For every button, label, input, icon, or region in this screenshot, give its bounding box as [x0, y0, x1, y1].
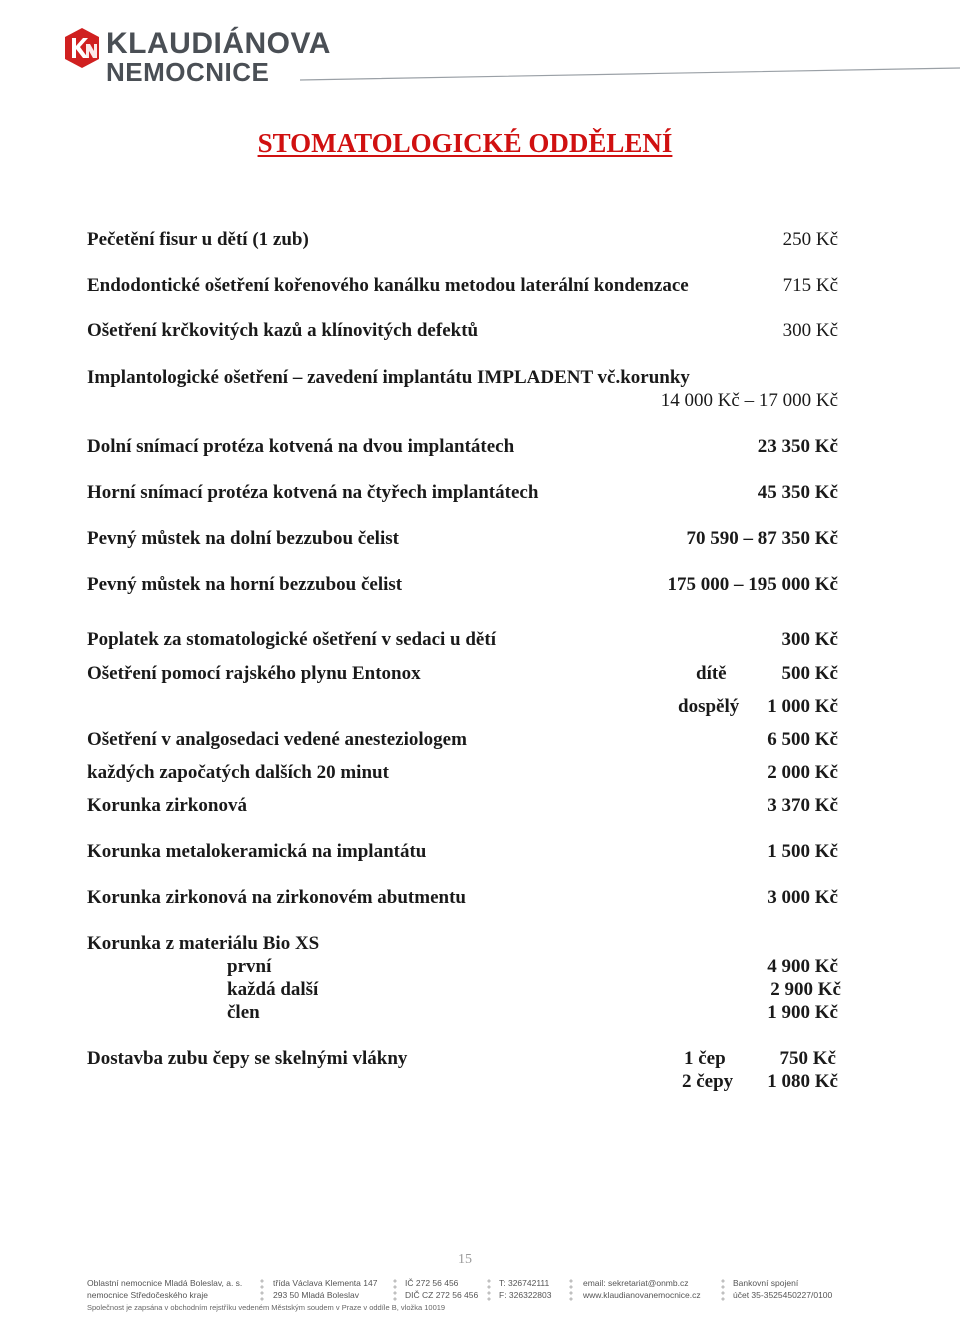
service-price: 300 Kč: [781, 629, 838, 650]
service-price: 715 Kč: [782, 275, 838, 296]
logo-text-line1: KLAUDIÁNOVA: [106, 27, 331, 60]
service-label: Korunka zirkonová: [87, 795, 247, 816]
logo-text-line2: NEMOCNICE: [106, 57, 270, 87]
service-label: Pevný můstek na horní bezzubou čelist: [87, 574, 403, 595]
footer-divider: [393, 1278, 397, 1302]
service-label: Dolní snímací protéza kotvená na dvou implantátech: [87, 436, 515, 457]
service-qualifier: dítě: [696, 663, 727, 684]
price-row: [87, 367, 842, 413]
page-number: 15: [458, 1252, 472, 1267]
service-price: 3 000 Kč: [767, 887, 838, 908]
service-price: 300 Kč: [782, 320, 838, 341]
service-price: 45 350 Kč: [757, 482, 838, 503]
footer-phone: T: 326742111 F: 326322803: [499, 1278, 552, 1300]
service-qualifier: dospělý: [678, 696, 740, 717]
service-price: 4 900 Kč: [767, 956, 838, 977]
service-price: 500 Kč: [781, 663, 838, 684]
service-price: 750 Kč: [779, 1048, 836, 1069]
service-price: 70 590 – 87 350 Kč: [686, 528, 838, 549]
service-price: 6 500 Kč: [767, 729, 838, 750]
service-price: 23 350 Kč: [757, 436, 838, 457]
service-sub-label: člen: [227, 1002, 260, 1023]
service-price: 250 Kč: [782, 229, 838, 250]
service-label: Ošetření krčkovitých kazů a klínovitých defektů: [87, 320, 479, 341]
service-label: Dostavba zubu čepy se skelnými vlákny: [87, 1048, 408, 1069]
footer-address: třída Václava Klementa 147 293 50 Mladá Boleslav: [273, 1278, 378, 1300]
footer-ids: IČ 272 56 456 DIČ CZ 272 56 456: [405, 1278, 479, 1300]
service-price: 14 000 Kč – 17 000 Kč: [660, 390, 838, 411]
service-label: Pevný můstek na dolní bezzubou čelist: [87, 528, 399, 549]
header-swoosh: [300, 66, 960, 90]
service-sub-label: každá další: [227, 979, 319, 1000]
service-price: 1 500 Kč: [767, 841, 838, 862]
page-footer: [87, 1277, 847, 1317]
kn-logo-mark-icon: [62, 26, 102, 70]
service-label: Pečetění fisur u dětí (1 zub): [87, 229, 309, 250]
service-qualifier: 2 čepy: [682, 1071, 734, 1092]
page-title: STOMATOLOGICKÉ ODDĚLENÍ: [257, 128, 673, 158]
footer-divider: [721, 1278, 725, 1302]
service-label: Horní snímací protéza kotvená na čtyřech implantátech: [87, 482, 539, 503]
service-label: Ošetření pomocí rajského plynu Entonox: [87, 663, 421, 684]
footer-divider: [569, 1278, 573, 1302]
service-label: Ošetření v analgosedaci vedené anesteziologem: [87, 729, 467, 750]
service-label: Endodontické ošetření kořenového kanálku metodou laterální kondenzace: [87, 275, 689, 296]
footer-divider: [487, 1278, 491, 1302]
service-sub-label: první: [227, 956, 272, 977]
service-price: 2 900 Kč: [770, 979, 841, 1000]
service-label: Poplatek za stomatologické ošetření v sedaci u dětí: [87, 629, 496, 650]
service-label: každých započatých dalších 20 minut: [87, 762, 389, 783]
footer-divider: [260, 1278, 264, 1302]
footer-registry-note: Společnost je zapsána v obchodním rejstříku vedeném Městským soudem v Praze v oddíle B, vložka 10019: [87, 1303, 446, 1312]
service-price: 2 000 Kč: [767, 762, 838, 783]
service-price: 175 000 – 195 000 Kč: [667, 574, 838, 595]
service-price: 3 370 Kč: [767, 795, 838, 816]
service-price: 1 900 Kč: [767, 1002, 838, 1023]
footer-company: Oblastní nemocnice Mladá Boleslav, a. s. nemocnice Středočeského kraje: [87, 1278, 243, 1300]
service-label: Korunka metalokeramická na implantátu: [87, 841, 427, 862]
service-label: Korunka z materiálu Bio XS: [87, 933, 320, 954]
service-price: 1 080 Kč: [767, 1071, 838, 1092]
footer-contact: email: sekretariat@onmb.cz www.klaudianovanemocnice.cz: [583, 1278, 701, 1300]
service-label: Implantologické ošetření – zavedení implantátu IMPLADENT vč.korunky: [87, 367, 690, 388]
service-price: 1 000 Kč: [767, 696, 838, 717]
footer-bank: Bankovní spojení účet 35-3525450227/0100: [733, 1278, 833, 1300]
service-label: Korunka zirkonová na zirkonovém abutmentu: [87, 887, 466, 908]
service-qualifier: 1 čep: [684, 1048, 726, 1069]
